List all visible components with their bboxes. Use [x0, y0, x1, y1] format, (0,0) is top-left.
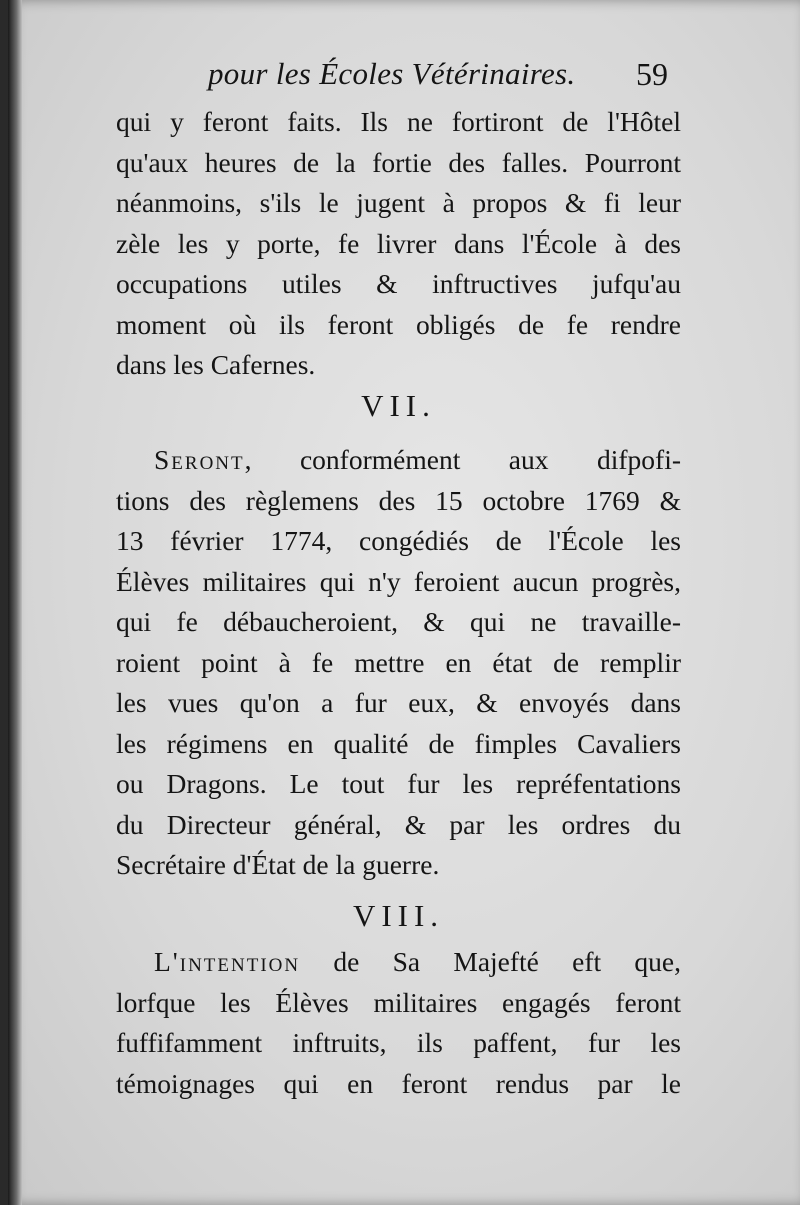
text-line: Élèves militaires qui n'y feroient aucun progrès, — [116, 565, 681, 597]
text-line: ou Dragons. Le tout fur les repréfentations — [116, 768, 681, 799]
book-page — [8, 0, 800, 1205]
running-head — [208, 56, 688, 96]
text-line: tions des règlemens des 15 octobre 1769 & — [116, 484, 681, 516]
text-line: lorfque les Élèves militaires engagés feront — [116, 986, 681, 1018]
text-line: roient point à fe mettre en état de remplir — [116, 646, 681, 678]
text-line: dans les Cafernes. — [116, 349, 316, 380]
text-line: 13 février 1774, congédiés de l'École les — [116, 525, 681, 556]
lead-line-rest: de Sa Majefté eft que, — [300, 946, 681, 977]
text-line: qui fe débaucheroient, & qui ne travaille- — [116, 606, 681, 637]
text-line: néanmoins, s'ils le jugent à propos & fi leur — [116, 187, 681, 218]
page-number: 59 — [636, 56, 668, 92]
paragraph-vi-end — [116, 102, 681, 386]
text-line-first — [116, 942, 681, 983]
lead-line-rest: , conformément aux difpofi- — [244, 444, 681, 475]
lead-word: L'intention — [154, 946, 301, 977]
section-heading-viii: VIII. — [352, 898, 445, 933]
paragraph-viii — [116, 942, 681, 1104]
running-title: pour les Écoles Vétérinaires. — [208, 56, 576, 91]
paragraph-vii — [116, 440, 681, 886]
text-line: zèle les y porte, fe livrer dans l'École à des — [116, 227, 681, 259]
text-line: les régimens en qualité de fimples Cavaliers — [116, 727, 681, 759]
text-line: occupations utiles & inftructives jufqu'au — [116, 268, 681, 299]
text-line: les vues qu'on a fur eux, & envoyés dans — [116, 687, 681, 718]
text-line-first — [116, 440, 681, 481]
text-line: fuffifamment inftruits, ils paffent, fur les — [116, 1027, 681, 1058]
book-binding-shadow — [8, 0, 22, 1205]
text-line: qu'aux heures de la fortie des falles. Pourront — [116, 146, 681, 178]
section-heading-vii: VII. — [361, 388, 436, 423]
lead-word: Seront — [154, 444, 245, 475]
text-line: du Directeur général, & par les ordres du — [116, 808, 681, 840]
text-line: Secrétaire d'État de la guerre. — [116, 849, 440, 880]
text-line: qui y feront faits. Ils ne fortiront de l'Hôtel — [116, 106, 681, 137]
text-line: moment où ils feront obligés de fe rendre — [116, 308, 681, 340]
text-line: témoignages qui en feront rendus par le — [116, 1067, 681, 1099]
